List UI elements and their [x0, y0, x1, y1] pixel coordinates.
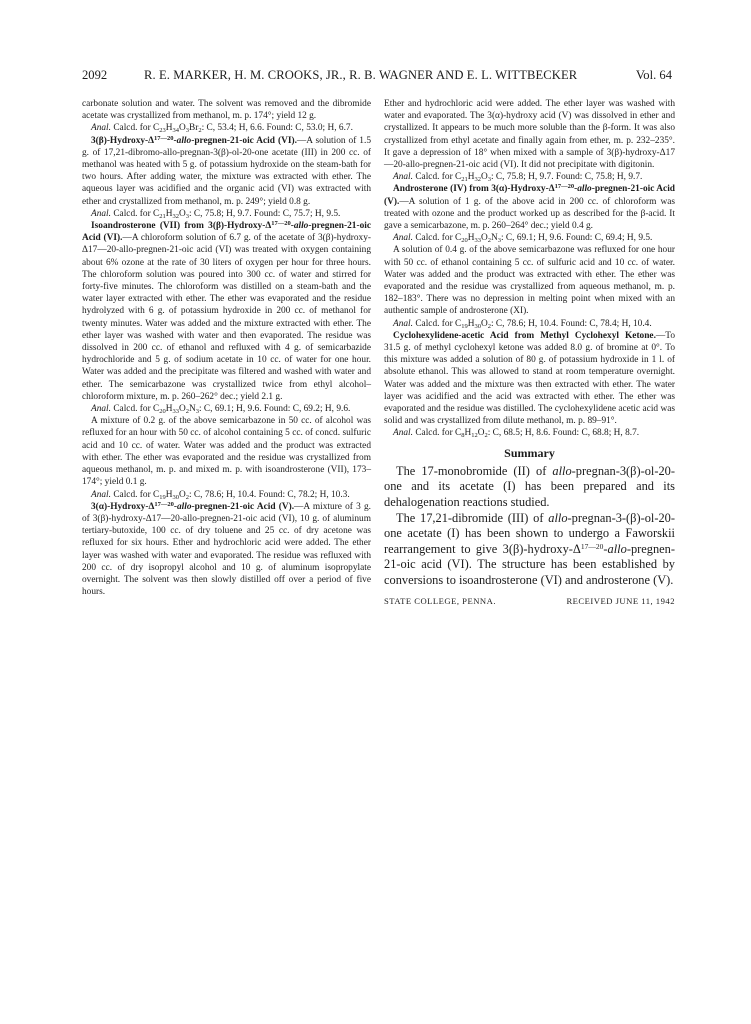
formula-text: O — [179, 123, 186, 134]
paragraph-body: —A mixture of 3 g. of 3(β)-hydroxy-Δ17—20-allo-pregnen-21-oic acid (VI), 10 g. of aluminum tertiary-butoxide, 100 cc. of dry toluene and 25 cc. of dry acetone was refluxed for six hours. Ether and hydrochloric acid were added. The ether layer was washed with water and evaporated. The residue was refluxed with 200 cc. of dry isopropyl alcohol and 10 g. of aluminum isopropylate overnight. The solvent was then slowly distilled off over a period of five hours. — [82, 501, 372, 598]
formula-text: H — [165, 489, 173, 500]
summary-text: -pregnen-21-oic acid (VI). The structure has been established by conversions to isoandrosterone (VI) and androsterone (V). — [384, 541, 675, 588]
subscript: 2 — [487, 237, 491, 245]
summary-italic: allo — [607, 541, 627, 556]
subscript: 32 — [474, 176, 481, 184]
running-header — [82, 68, 672, 84]
subscript: 19 — [159, 493, 166, 501]
formula-text: N — [189, 404, 196, 415]
paragraph: A mixture of 0.2 g. of the above semicarbazone in 50 cc. of alcohol was refluxed for an hour with 50 cc. of alcohol containing 5 cc. of concd. sulfuric acid and 10 cc. of water. Water was added and the product was extracted with ether. The ether was evaporated and the residue was crystallized from aqueous methanol, m. p. and mixed m. p. with isoandrosterone (VII), 173–174°; yield 0.1 g. — [82, 416, 371, 488]
summary-text: The 17,21-dibromide (III) of — [396, 510, 549, 525]
analysis-line — [384, 427, 675, 439]
superscript: 17—20 — [580, 541, 604, 551]
anal-label: Anal. — [393, 172, 413, 183]
anal-label: Anal. — [91, 404, 111, 415]
summary-text: The 17-monobromide (II) of — [396, 463, 553, 478]
analysis-line — [384, 318, 675, 330]
paragraph — [82, 220, 371, 403]
anal-label: Anal. — [393, 318, 413, 329]
formula-text: : C, 53.4; H, 6.6. Found: C, 53.0; H, 6.7. — [201, 123, 353, 134]
subscript: 19 — [461, 322, 468, 330]
subscript: 3 — [487, 176, 491, 184]
paragraph — [384, 330, 675, 428]
subscript: 20 — [461, 237, 468, 245]
subscript: 33 — [474, 237, 481, 245]
formula-text: : C, 69.1; H, 9.6. Found: C, 69.4; H, 9.5. — [501, 233, 653, 244]
summary-heading: Summary — [504, 445, 555, 460]
subscript: 3 — [185, 212, 189, 220]
formula-text: Calcd. for C — [412, 428, 462, 439]
formula-text: H — [467, 318, 475, 329]
heading-text: - — [574, 184, 578, 195]
paragraph — [82, 501, 371, 599]
paragraph — [82, 135, 371, 208]
superscript: 17—20 — [154, 134, 174, 142]
formula-text: O — [179, 208, 186, 219]
left-column — [82, 98, 371, 598]
footer-location: STATE COLLEGE, PENNA. — [384, 595, 496, 606]
paragraph: A solution of 0.4 g. of the above semicarbazone was refluxed for one hour with 50 cc. of ethanol containing 5 cc. of sulfuric acid and 10 cc. of water. Water was added and the product was extracted with ether. The ether was evaporated and the residue was crystallized from aqueous methanol, m. p. 182–183°. There was no depression in melting point when mixed with an authentic sample of androsterone (XI). — [384, 245, 675, 317]
volume-number: Vol. 64 — [635, 68, 672, 82]
formula-text: : C, 78.6; H, 10.4. Found: C, 78.2; H, 10.3. — [189, 489, 350, 500]
subscript: 30 — [474, 322, 481, 330]
heading-text: -pregnen-21-oic Acid (V). — [384, 184, 675, 207]
heading-text: - — [290, 221, 294, 232]
formula-text: Calcd. for C — [110, 404, 160, 415]
anal-label: Anal. — [393, 233, 413, 244]
formula-text: : C, 75.8; H, 9.7. Found: C, 75.8; H, 9.7. — [491, 172, 643, 183]
heading-text: - — [173, 501, 177, 512]
heading-text: -pregnen-21-oic Acid (VI). — [82, 221, 371, 244]
formula-text: O — [481, 318, 488, 329]
formula-text: O — [481, 172, 488, 183]
paragraph-body: —A chloroform solution of 6.7 g. of the acetate of 3(β)-hydroxy-Δ17—20-allo-pregnen-21-oic acid (VI) was treated with oxygen containing about 6% ozone at the rate of 30 liters of oxygen per hour for three hours. The chloroform solution was poured into 300 cc. of water and stirred for forty-five minutes. The chloroform was distilled on a steam-bath and the water layer extracted with ether. The ether was evaporated and the residue hydrolyzed with 6 g. of potassium hydroxide in 200 cc. of methanol for twenty minutes. Water was added and the mixture extracted with ether. The ether layer was washed with water and then evaporated. The residue was dissolved in 200 cc. of ethanol and refluxed with 4 g. of semicarbazide hydrochloride and 5 g. of sodium acetate in 10 cc. of water for one hour. Water was added and the precipitate was filtered and washed with water and ether. The semicarbazone was crystallized twice from ethyl alcohol–chloroform mixture, m. p. 260–262° dec.; yield 2.1 g. — [82, 233, 372, 402]
heading-text: -pregnen-21-oic Acid (VI). — [191, 135, 297, 146]
subscript: 32 — [172, 212, 179, 220]
analysis-line — [384, 232, 675, 244]
paragraph: Ether and hydrochloric acid were added. The ether layer was washed with water and evaporated. The 3(α)-hydroxy acid (V) was dissolved in ether and crystallized. It appears to be much more soluble than the β-form. It was also crystallized from ethyl acetate and finally again from ether, m. p. 232–235°. It gave a depression of 18° when mixed with a sample of 3(β)-hydroxy-Δ17—20-allo-pregnen-21-oic acid (VI). It did not precipitate with digitonin. — [384, 99, 675, 171]
running-head-authors: R. E. MARKER, H. M. CROOKS, JR., R. B. WAGNER AND E. L. WITTBECKER — [144, 68, 578, 82]
formula-text: Calcd. for C — [110, 489, 160, 500]
analysis-line — [82, 208, 371, 220]
subscript: 20 — [159, 408, 166, 416]
formula-text: H — [467, 233, 475, 244]
subscript: 12 — [471, 432, 478, 440]
formula-text: : C, 69.1; H, 9.6. Found: C, 69.2; H, 9.6. — [199, 404, 351, 415]
formula-text: O — [477, 428, 485, 439]
formula-text: H — [464, 428, 472, 439]
formula-text: Calcd. for C — [412, 172, 462, 183]
subscript: 2 — [185, 493, 189, 501]
summary-italic: allo — [552, 463, 572, 478]
formula-text: Calcd. for C — [412, 233, 462, 244]
heading-italic: allo — [577, 184, 592, 195]
paragraph-body: —To 31.5 g. of methyl cyclohexyl ketone was added 8.0 g. of bromine at 0°. To this mixture was added a solution of 80 g. of potassium hydroxide in 1 l. of absolute ethanol. This was allowed to stand at room temperature overnight. Water was added and the mixture was then extracted with ether. The water layer was acidified and the acid was extracted with ether. The ether was evaporated and the residue was distilled. The cyclohexylidene acetic acid was solid and was crystallized from dilute methanol, m. p. 89–91°. — [384, 330, 675, 427]
superscript: 17—20 — [154, 500, 174, 508]
subscript: 8 — [461, 432, 465, 440]
paragraph-body: —A solution of 1 g. of the above acid in 200 cc. of chloroform was treated with ozone and the product worked up as described for the β-acid. It gave a semicarbazone, m. p. 260–264° dec.; yield 0.4 g. — [384, 196, 675, 232]
summary-text: - — [603, 541, 608, 556]
formula-text: H — [165, 123, 173, 134]
summary-italic: allo — [548, 510, 568, 525]
paragraph-body: —A solution of 1.5 g. of 17,21-dibromo-allo-pregnan-3(β)-ol-20-one acetate (III) in 200 cc. of methanol was heated with 5 g. of potassium hydroxide on the steam-bath for two hours. After adding water, the mixture was extracted with ether. The aqueous layer was acidified and the organic acid (VI) was extracted with ether and crystallized from methanol, m. p. 249°; yield 0.8 g. — [82, 135, 371, 207]
subscript: 2 — [185, 408, 189, 416]
paragraph: carbonate solution and water. The solvent was removed and the dibromide acetate was crystallized from methanol, m. p. 174°; yield 12 g. — [82, 99, 371, 122]
subscript: 2 — [487, 322, 491, 330]
analysis-line — [82, 403, 371, 415]
section-heading: Cyclohexylidene-acetic Acid from Methyl Cyclohexyl Ketone. — [393, 330, 656, 341]
subscript: 34 — [172, 127, 179, 135]
subscript: 30 — [172, 493, 179, 501]
formula-text: Calcd. for C — [110, 123, 160, 134]
summary-text: -pregnan-3-(β)-ol-20-one acetate (I) has been shown to undergo a Faworskii rearrangement to give 3(β)-hydroxy-Δ — [384, 510, 675, 556]
formula-text: O — [179, 489, 186, 500]
formula-text: O — [481, 233, 488, 244]
heading-text: 3(β)-Hydroxy-Δ — [91, 135, 155, 146]
formula-text: : C, 75.8; H, 9.7. Found: C, 75.7; H, 9.5. — [189, 208, 341, 219]
anal-label: Anal. — [393, 428, 413, 439]
heading-italic: allo — [293, 221, 309, 232]
subscript: 3 — [185, 127, 189, 135]
paragraph — [384, 183, 675, 232]
analysis-line — [82, 122, 371, 134]
superscript: 17—20 — [271, 220, 291, 228]
heading-text: Isoandrosterone (VII) from 3(β)-Hydroxy-Δ — [91, 221, 272, 232]
summary-section — [384, 464, 675, 589]
anal-label: Anal. — [91, 208, 111, 219]
section-heading — [91, 502, 294, 512]
formula-text: Br — [189, 123, 199, 134]
subscript: 3 — [195, 408, 199, 416]
page-number: 2092 — [82, 68, 108, 82]
section-heading — [91, 136, 297, 146]
anal-label: Anal. — [91, 489, 111, 500]
subscript: 2 — [198, 127, 202, 135]
formula-text: O — [179, 404, 186, 415]
formula-text: H — [165, 208, 173, 219]
heading-text: Androsterone (IV) from 3(α)-Hydroxy-Δ — [393, 184, 555, 195]
subscript: 2 — [484, 432, 488, 440]
subscript: 23 — [159, 127, 166, 135]
formula-text: : C, 68.5; H, 8.6. Found: C, 68.8; H, 8.7. — [487, 428, 640, 439]
subscript: 33 — [172, 408, 179, 416]
heading-text: - — [173, 135, 177, 146]
summary-text: -pregnan-3(β)-ol-20-one and its acetate (I) has been prepared and its dehalogenation reactions studied. — [384, 463, 675, 510]
formula-text: N — [491, 233, 498, 244]
analysis-line — [384, 171, 675, 183]
subscript: 21 — [159, 212, 166, 220]
heading-text: -pregnen-21-oic Acid (V). — [191, 501, 295, 512]
formula-text: : C, 78.6; H, 10.4. Found: C, 78.4; H, 10.4. — [491, 318, 652, 329]
heading-italic: allo — [176, 135, 192, 146]
heading-italic: allo — [176, 501, 192, 512]
subscript: 3 — [497, 237, 501, 245]
formula-text: H — [165, 404, 173, 415]
formula-text: Calcd. for C — [110, 208, 160, 219]
formula-text: Calcd. for C — [412, 318, 462, 329]
article-footer — [384, 595, 675, 609]
heading-text: 3(α)-Hydroxy-Δ — [91, 501, 155, 512]
subscript: 21 — [461, 176, 468, 184]
summary-paragraph — [384, 511, 675, 589]
superscript: 17—20 — [554, 183, 575, 191]
anal-label: Anal. — [91, 123, 111, 134]
right-column — [384, 98, 675, 609]
summary-paragraph — [384, 464, 675, 511]
analysis-line — [82, 489, 371, 501]
formula-text: H — [467, 172, 475, 183]
footer-received-date: RECEIVED JUNE 11, 1942 — [566, 595, 675, 606]
